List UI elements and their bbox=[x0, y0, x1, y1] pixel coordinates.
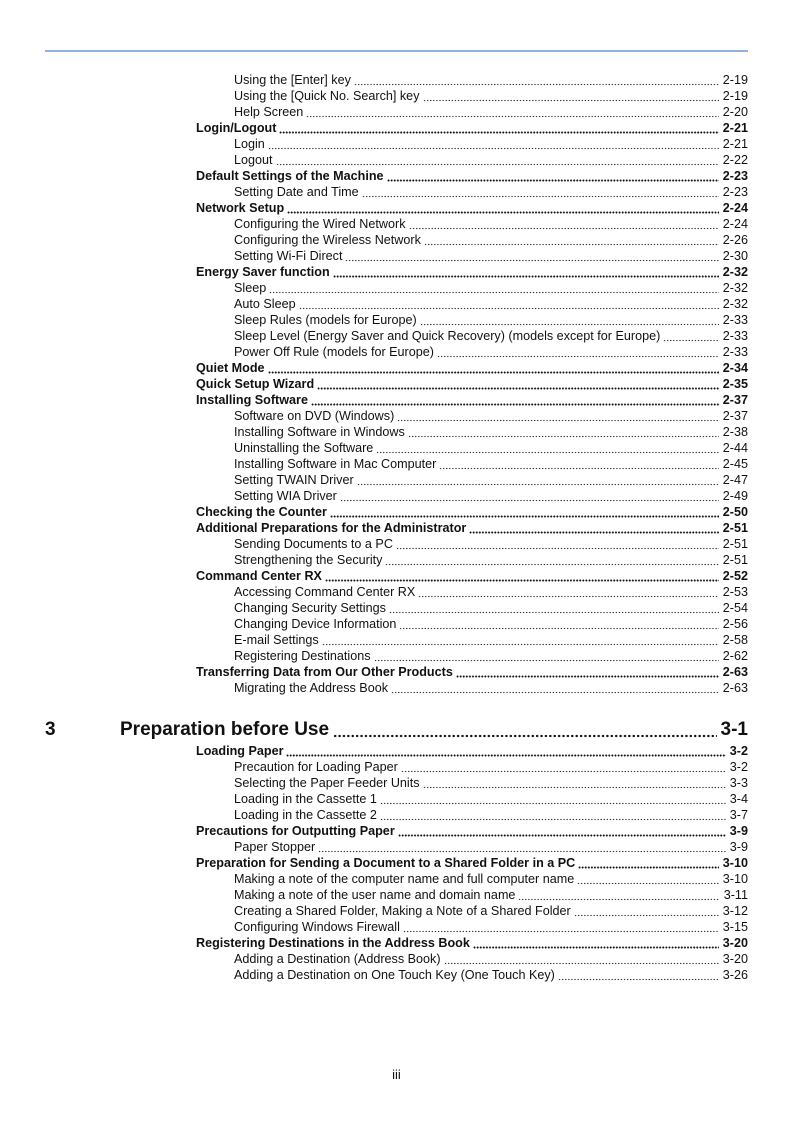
toc-subsection-entry[interactable] bbox=[234, 903, 748, 919]
dot-leader bbox=[333, 266, 719, 278]
entry-title: Installing Software bbox=[196, 393, 308, 407]
entry-page-number: 2-52 bbox=[722, 569, 748, 583]
entry-page-number: 2-26 bbox=[722, 233, 748, 247]
entry-title: Installing Software in Mac Computer bbox=[234, 457, 437, 471]
dot-leader bbox=[340, 490, 719, 502]
entry-page-number: 2-51 bbox=[722, 537, 748, 551]
entry-page-number: 2-20 bbox=[722, 105, 748, 119]
dot-leader bbox=[389, 602, 719, 614]
entry-page-number: 2-45 bbox=[722, 457, 748, 471]
entry-page-number: 3-11 bbox=[723, 888, 748, 902]
entry-page-number: 3-2 bbox=[729, 744, 748, 758]
dot-leader bbox=[403, 921, 719, 933]
dot-leader bbox=[401, 761, 726, 773]
entry-page-number: 2-49 bbox=[722, 489, 748, 503]
dot-leader bbox=[578, 857, 719, 869]
dot-leader bbox=[279, 122, 718, 134]
toc-subsection-entry[interactable] bbox=[234, 184, 748, 200]
entry-title: Precaution for Loading Paper bbox=[234, 760, 398, 774]
dot-leader bbox=[286, 745, 725, 757]
dot-leader bbox=[473, 937, 719, 949]
entry-title: Configuring the Wireless Network bbox=[234, 233, 421, 247]
dot-leader bbox=[423, 777, 726, 789]
entry-title: Migrating the Address Book bbox=[234, 681, 389, 695]
entry-title: Sending Documents to a PC bbox=[234, 537, 393, 551]
entry-page-number: 2-58 bbox=[722, 633, 748, 647]
toc-subsection-entry[interactable] bbox=[234, 328, 748, 344]
chapter-number: 3 bbox=[45, 719, 56, 740]
entry-title: Loading Paper bbox=[196, 744, 284, 758]
entry-title: Sleep Rules (models for Europe) bbox=[234, 313, 417, 327]
entry-page-number: 3-10 bbox=[722, 872, 748, 886]
dot-leader bbox=[424, 234, 719, 246]
dot-leader bbox=[469, 522, 718, 534]
dot-leader bbox=[380, 793, 726, 805]
entry-page-number: 2-32 bbox=[722, 265, 748, 279]
entry-page-number: 2-50 bbox=[722, 505, 748, 519]
entry-page-number: 2-38 bbox=[722, 425, 748, 439]
entry-page-number: 3-20 bbox=[722, 936, 748, 950]
dot-leader bbox=[268, 138, 719, 150]
dot-leader bbox=[325, 570, 719, 582]
toc-subsection-entry[interactable] bbox=[234, 552, 748, 568]
entry-page-number: 2-23 bbox=[722, 185, 748, 199]
dot-leader bbox=[398, 825, 726, 837]
toc-subsection-entry[interactable] bbox=[234, 72, 748, 88]
entry-page-number: 2-53 bbox=[722, 585, 748, 599]
toc-subsection-entry[interactable] bbox=[234, 232, 748, 248]
entry-page-number: 2-21 bbox=[722, 121, 748, 135]
entry-title: Setting Date and Time bbox=[234, 185, 359, 199]
dot-leader bbox=[268, 362, 719, 374]
entry-page-number: 3-9 bbox=[729, 824, 748, 838]
toc-section-entry[interactable] bbox=[196, 200, 748, 216]
toc-subsection-entry[interactable] bbox=[234, 488, 748, 504]
toc-subsection-entry[interactable] bbox=[234, 280, 748, 296]
entry-title: Setting TWAIN Driver bbox=[234, 473, 354, 487]
entry-title: Paper Stopper bbox=[234, 840, 316, 854]
entry-page-number: 2-21 bbox=[722, 137, 748, 151]
toc-section-entry[interactable] bbox=[196, 392, 748, 408]
toc-subsection-entry[interactable] bbox=[234, 152, 748, 168]
entry-page-number: 2-62 bbox=[722, 649, 748, 663]
entry-page-number: 2-47 bbox=[722, 473, 748, 487]
entry-title: Making a note of the computer name and full computer name bbox=[234, 872, 575, 886]
dot-leader bbox=[409, 218, 719, 230]
dot-leader bbox=[376, 442, 718, 454]
dot-leader bbox=[354, 74, 719, 86]
toc-section-entry[interactable] bbox=[196, 264, 748, 280]
chapter-title: Preparation before Use bbox=[120, 719, 330, 740]
toc-subsection-entry[interactable] bbox=[234, 440, 748, 456]
dot-leader bbox=[299, 298, 719, 310]
entry-page-number: 2-19 bbox=[722, 89, 748, 103]
entry-page-number: 2-63 bbox=[722, 681, 748, 695]
dot-leader bbox=[287, 202, 719, 214]
entry-title: Default Settings of the Machine bbox=[196, 169, 384, 183]
page-number: iii bbox=[392, 1067, 401, 1082]
entry-title: Logout bbox=[234, 153, 273, 167]
toc-subsection-entry[interactable] bbox=[234, 967, 748, 983]
dot-leader bbox=[374, 650, 719, 662]
entry-title: Using the [Quick No. Search] key bbox=[234, 89, 420, 103]
entry-title: Setting WIA Driver bbox=[234, 489, 337, 503]
toc-subsection-entry[interactable] bbox=[234, 312, 748, 328]
entry-page-number: 2-37 bbox=[722, 409, 748, 423]
dot-leader bbox=[577, 873, 719, 885]
toc-section-entry[interactable] bbox=[196, 168, 748, 184]
toc-section-entry[interactable] bbox=[196, 664, 748, 680]
entry-title: Selecting the Paper Feeder Units bbox=[234, 776, 420, 790]
dot-leader bbox=[317, 378, 719, 390]
entry-page-number: 2-51 bbox=[722, 521, 748, 535]
entry-title: Installing Software in Windows bbox=[234, 425, 405, 439]
dot-leader bbox=[574, 905, 719, 917]
header-rule bbox=[45, 50, 748, 52]
toc-section-entry[interactable] bbox=[196, 855, 748, 871]
entry-title: Using the [Enter] key bbox=[234, 73, 351, 87]
entry-page-number: 3-9 bbox=[729, 840, 748, 854]
entry-page-number: 3-2 bbox=[729, 760, 748, 774]
toc-section-entry[interactable] bbox=[196, 823, 748, 839]
entry-title: Making a note of the user name and domain name bbox=[234, 888, 516, 902]
toc-subsection-entry[interactable] bbox=[234, 680, 748, 696]
entry-title: Checking the Counter bbox=[196, 505, 327, 519]
dot-leader bbox=[418, 586, 719, 598]
toc-subsection-entry[interactable] bbox=[234, 791, 748, 807]
dot-leader bbox=[357, 474, 719, 486]
entry-title: Power Off Rule (models for Europe) bbox=[234, 345, 434, 359]
dot-leader bbox=[269, 282, 719, 294]
entry-title: Configuring the Wired Network bbox=[234, 217, 406, 231]
entry-page-number: 3-4 bbox=[729, 792, 748, 806]
toc-subsection-entry[interactable] bbox=[234, 408, 748, 424]
dot-leader bbox=[387, 170, 719, 182]
entry-title: Quiet Mode bbox=[196, 361, 265, 375]
dot-leader bbox=[399, 618, 718, 630]
entry-title: Energy Saver function bbox=[196, 265, 330, 279]
chapter-heading[interactable] bbox=[0, 718, 793, 744]
entry-title: Preparation for Sending a Document to a Shared Folder in a PC bbox=[196, 856, 576, 870]
entry-page-number: 2-19 bbox=[722, 73, 748, 87]
entry-title: Registering Destinations bbox=[234, 649, 371, 663]
entry-page-number: 2-33 bbox=[722, 329, 748, 343]
entry-page-number: 2-56 bbox=[722, 617, 748, 631]
toc-subsection-entry[interactable] bbox=[234, 216, 748, 232]
toc-subsection-entry[interactable] bbox=[234, 536, 748, 552]
dot-leader bbox=[396, 538, 719, 550]
entry-page-number: 3-12 bbox=[722, 904, 748, 918]
dot-leader bbox=[663, 330, 718, 342]
dot-leader bbox=[322, 634, 719, 646]
entry-page-number: 2-44 bbox=[722, 441, 748, 455]
entry-page-number: 2-32 bbox=[722, 281, 748, 295]
toc-subsection-entry[interactable] bbox=[234, 456, 748, 472]
dot-leader bbox=[456, 666, 719, 678]
entry-page-number: 3-20 bbox=[722, 952, 748, 966]
entry-title: Setting Wi-Fi Direct bbox=[234, 249, 343, 263]
toc-subsection-entry[interactable] bbox=[234, 600, 748, 616]
dot-leader bbox=[362, 186, 719, 198]
toc-subsection-entry[interactable] bbox=[234, 616, 748, 632]
entry-title: Accessing Command Center RX bbox=[234, 585, 416, 599]
dot-leader bbox=[397, 410, 719, 422]
dot-leader bbox=[391, 682, 719, 694]
entry-page-number: 3-15 bbox=[722, 920, 748, 934]
entry-page-number: 2-34 bbox=[722, 361, 748, 375]
toc-subsection-entry[interactable] bbox=[234, 951, 748, 967]
entry-page-number: 3-7 bbox=[729, 808, 748, 822]
entry-title: Registering Destinations in the Address Book bbox=[196, 936, 470, 950]
entry-title: Changing Device Information bbox=[234, 617, 397, 631]
entry-title: Changing Security Settings bbox=[234, 601, 386, 615]
entry-title: Auto Sleep bbox=[234, 297, 296, 311]
toc-subsection-entry[interactable] bbox=[234, 344, 748, 360]
entry-page-number: 3-26 bbox=[722, 968, 748, 982]
chapter-title-row[interactable] bbox=[120, 718, 748, 742]
toc-subsection-entry[interactable] bbox=[234, 632, 748, 648]
toc-subsection-entry[interactable] bbox=[234, 839, 748, 855]
entry-title: Transferring Data from Our Other Products bbox=[196, 665, 453, 679]
dot-leader bbox=[276, 154, 719, 166]
toc-subsection-entry[interactable] bbox=[234, 887, 748, 903]
dot-leader bbox=[518, 889, 719, 901]
dot-leader bbox=[311, 394, 719, 406]
entry-title: Command Center RX bbox=[196, 569, 322, 583]
entry-page-number: 3-3 bbox=[729, 776, 748, 790]
toc-subsection-entry[interactable] bbox=[234, 88, 748, 104]
entry-title: Precautions for Outputting Paper bbox=[196, 824, 395, 838]
entry-title: Quick Setup Wizard bbox=[196, 377, 315, 391]
entry-title: Configuring Windows Firewall bbox=[234, 920, 400, 934]
toc-section-entry[interactable] bbox=[196, 120, 748, 136]
entry-title: Adding a Destination (Address Book) bbox=[234, 952, 441, 966]
dot-leader bbox=[444, 953, 719, 965]
entry-page-number: 2-24 bbox=[722, 201, 748, 215]
entry-title: E-mail Settings bbox=[234, 633, 319, 647]
chapter-page: 3-1 bbox=[720, 719, 748, 740]
dot-leader bbox=[380, 809, 726, 821]
toc-subsection-entry[interactable] bbox=[234, 775, 748, 791]
entry-title: Network Setup bbox=[196, 201, 285, 215]
entry-title: Loading in the Cassette 1 bbox=[234, 792, 377, 806]
entry-page-number: 2-54 bbox=[722, 601, 748, 615]
entry-page-number: 2-35 bbox=[722, 377, 748, 391]
toc-subsection-entry[interactable] bbox=[234, 584, 748, 600]
toc-section-entry[interactable] bbox=[196, 504, 748, 520]
toc-subsection-entry[interactable] bbox=[234, 919, 748, 935]
entry-page-number: 2-22 bbox=[722, 153, 748, 167]
entry-title: Uninstalling the Software bbox=[234, 441, 374, 455]
entry-page-number: 2-24 bbox=[722, 217, 748, 231]
dot-leader bbox=[420, 314, 719, 326]
entry-title: Loading in the Cassette 2 bbox=[234, 808, 377, 822]
toc-subsection-entry[interactable] bbox=[234, 296, 748, 312]
dot-leader bbox=[345, 250, 718, 262]
dot-leader bbox=[333, 724, 716, 738]
entry-title: Software on DVD (Windows) bbox=[234, 409, 395, 423]
toc-subsection-entry[interactable] bbox=[234, 648, 748, 664]
entry-page-number: 3-10 bbox=[722, 856, 748, 870]
entry-title: Sleep Level (Energy Saver and Quick Recovery) (models except for Europe) bbox=[234, 329, 661, 343]
toc-section-entry[interactable] bbox=[196, 743, 748, 759]
entry-title: Login/Logout bbox=[196, 121, 277, 135]
toc-section-entry[interactable] bbox=[196, 376, 748, 392]
toc-section-entry[interactable] bbox=[196, 360, 748, 376]
dot-leader bbox=[408, 426, 719, 438]
dot-leader bbox=[558, 969, 719, 981]
entry-title: Strengthening the Security bbox=[234, 553, 383, 567]
toc-section-entry[interactable] bbox=[196, 935, 748, 951]
toc-subsection-entry[interactable] bbox=[234, 104, 748, 120]
dot-leader bbox=[306, 106, 718, 118]
entry-title: Creating a Shared Folder, Making a Note of a Shared Folder bbox=[234, 904, 571, 918]
toc-subsection-entry[interactable] bbox=[234, 136, 748, 152]
dot-leader bbox=[385, 554, 718, 566]
dot-leader bbox=[423, 90, 719, 102]
toc-subsection-entry[interactable] bbox=[234, 871, 748, 887]
entry-page-number: 2-37 bbox=[722, 393, 748, 407]
toc-subsection-entry[interactable] bbox=[234, 807, 748, 823]
entry-page-number: 2-33 bbox=[722, 313, 748, 327]
dot-leader bbox=[439, 458, 718, 470]
dot-leader bbox=[318, 841, 726, 853]
entry-page-number: 2-30 bbox=[722, 249, 748, 263]
toc-section-entry[interactable] bbox=[196, 520, 748, 536]
toc-subsection-entry[interactable] bbox=[234, 472, 748, 488]
dot-leader bbox=[330, 506, 719, 518]
entry-title: Help Screen bbox=[234, 105, 304, 119]
entry-page-number: 2-63 bbox=[722, 665, 748, 679]
entry-page-number: 2-33 bbox=[722, 345, 748, 359]
entry-title: Additional Preparations for the Administrator bbox=[196, 521, 467, 535]
entry-title: Sleep bbox=[234, 281, 267, 295]
entry-page-number: 2-32 bbox=[722, 297, 748, 311]
toc-section-entry[interactable] bbox=[196, 568, 748, 584]
dot-leader bbox=[437, 346, 719, 358]
entry-title: Login bbox=[234, 137, 265, 151]
entry-page-number: 2-51 bbox=[722, 553, 748, 567]
toc-subsection-entry[interactable] bbox=[234, 248, 748, 264]
toc-subsection-entry[interactable] bbox=[234, 759, 748, 775]
entry-page-number: 2-23 bbox=[722, 169, 748, 183]
toc-subsection-entry[interactable] bbox=[234, 424, 748, 440]
entry-title: Adding a Destination on One Touch Key (One Touch Key) bbox=[234, 968, 555, 982]
